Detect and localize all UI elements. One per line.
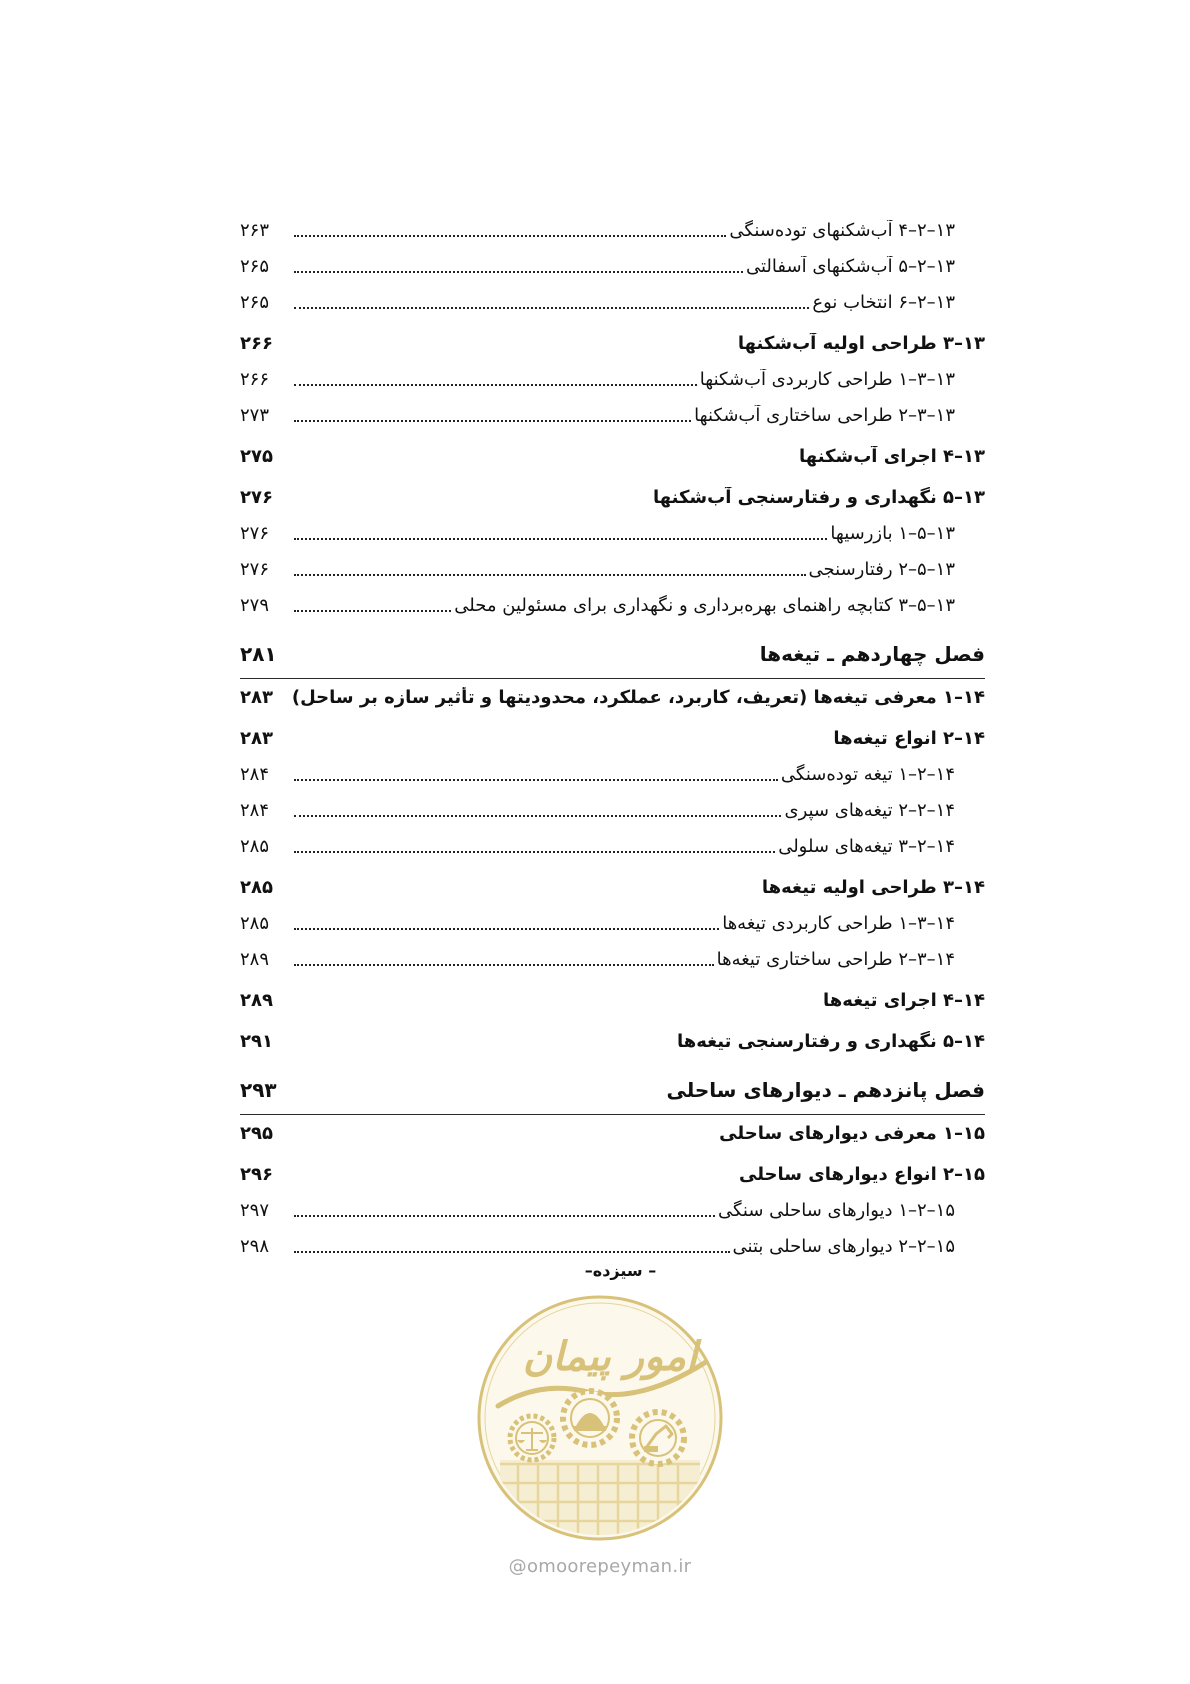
toc-entry-title: ۱۳–۲–۵ آب‌شکنهای آسفالتی	[746, 255, 955, 277]
toc-entry-page: ۲۸۳	[240, 727, 273, 749]
dot-leader	[294, 384, 697, 386]
toc-entry-title: ۱۴–۳ طراحی اولیه تیغه‌ها	[761, 876, 985, 898]
dot-leader	[294, 235, 726, 237]
toc-entry-page: ۲۶۵	[240, 291, 270, 313]
toc-entry-title: ۱۴–۲ انواع تیغه‌ها	[833, 727, 985, 749]
toc-entry-page: ۲۹۷	[240, 1199, 270, 1221]
toc-entry-title: ۱۳–۵–۳ کتابچه راهنمای بهره‌برداری و نگهداری برای مسئولین محلی	[454, 594, 955, 616]
toc-entry-page: ۲۸۴	[240, 763, 270, 785]
toc-entry-page: ۲۹۵	[240, 1122, 273, 1144]
toc-entry-title: ۱۴–۳–۱ طراحی کاربردی تیغه‌ها	[722, 912, 955, 934]
toc-entry-title: ۱۵–۲ انواع دیوارهای ساحلی	[738, 1163, 985, 1185]
toc-subsection-entry	[240, 587, 985, 623]
toc-subsection-entry	[240, 941, 985, 977]
toc-entry-page: ۲۸۴	[240, 799, 270, 821]
toc-entry-page: ۲۷۶	[240, 558, 270, 580]
dot-leader	[294, 964, 714, 966]
toc-entry-page: ۲۶۶	[240, 368, 270, 390]
toc-entry-page: ۲۸۵	[240, 912, 270, 934]
dot-leader	[294, 271, 743, 273]
toc-entry-title: ۱۵–۱ معرفی دیوارهای ساحلی	[719, 1122, 985, 1144]
toc-entry-title: ۱۴–۴ اجرای تیغه‌ها	[823, 989, 985, 1011]
toc-subsection-entry	[240, 551, 985, 587]
building-grid-icon	[500, 1460, 700, 1548]
toc-chapter-heading	[240, 636, 985, 679]
toc-section-entry	[240, 1156, 985, 1192]
toc-section-entry	[240, 679, 985, 715]
toc-entry-title: ۱۳–۴ اجرای آب‌شکنها	[799, 445, 985, 467]
toc-entry-title: ۱۳–۲–۴ آب‌شکنهای توده‌سنگی	[729, 219, 955, 241]
toc-section-entry	[240, 869, 985, 905]
toc-entry-title: ۱۴–۱ معرفی تیغه‌ها (تعریف، کاربرد، عملکرد، محدودیتها و تأثیر سازه بر ساحل)	[291, 686, 985, 708]
toc-entry-page: ۲۸۳	[240, 686, 273, 708]
scales-icon	[510, 1416, 554, 1460]
dot-leader	[294, 307, 809, 309]
toc-subsection-entry	[240, 361, 985, 397]
toc-entry-page: ۲۷۳	[240, 404, 270, 426]
dot-leader	[294, 574, 806, 576]
dot-leader	[294, 1215, 715, 1217]
toc-chapter-heading	[240, 1072, 985, 1115]
dot-leader	[294, 928, 719, 930]
toc-entry-title: ۱۳–۵–۲ رفتارسنجی	[808, 558, 955, 580]
toc-subsection-entry	[240, 756, 985, 792]
toc-entry-title: ۱۴–۲–۲ تیغه‌های سپری	[784, 799, 955, 821]
toc-entry-page: ۲۷۶	[240, 486, 273, 508]
toc-entry-page: ۲۷۶	[240, 522, 270, 544]
dot-leader	[294, 779, 778, 781]
toc-entry-title: ۱۵–۲–۲ دیوارهای ساحلی بتنی	[732, 1235, 955, 1257]
dot-leader	[294, 610, 451, 612]
toc-entry-page: ۲۷۵	[240, 445, 273, 467]
table-of-contents	[240, 212, 985, 1264]
toc-entry-page: ۲۸۹	[240, 948, 270, 970]
chapter-title: فصل پانزدهم ـ دیوارهای ساحلی	[666, 1078, 985, 1102]
toc-entry-page: ۲۶۶	[240, 332, 273, 354]
toc-subsection-entry	[240, 905, 985, 941]
toc-entry-page: ۲۶۵	[240, 255, 270, 277]
watermark-logo	[470, 1288, 730, 1548]
website-text: @omoorepeyman.ir	[508, 1556, 692, 1577]
toc-section-entry	[240, 982, 985, 1018]
toc-entry-title: ۱۳–۳–۲ طراحی ساختاری آب‌شکنها	[694, 404, 955, 426]
toc-subsection-entry	[240, 1228, 985, 1264]
toc-entry-title: ۱۳–۵ نگهداری و رفتارسنجی آب‌شکنها	[652, 486, 985, 508]
chapter-title: فصل چهاردهم ـ تیغه‌ها	[759, 642, 985, 666]
toc-subsection-entry	[240, 284, 985, 320]
toc-entry-page: ۲۷۹	[240, 594, 270, 616]
dot-leader	[294, 851, 775, 853]
page-number-label: – سیزده–	[584, 1261, 657, 1280]
dot-leader	[294, 815, 781, 817]
toc-subsection-entry	[240, 212, 985, 248]
toc-entry-title: ۱۴–۳–۲ طراحی ساختاری تیغه‌ها	[716, 948, 955, 970]
toc-entry-page: ۲۶۳	[240, 219, 270, 241]
toc-subsection-entry	[240, 397, 985, 433]
excavator-gear-icon	[632, 1412, 684, 1464]
toc-entry-title: ۱۳–۳–۱ طراحی کاربردی آب‌شکنها	[699, 368, 955, 390]
toc-entry-title: ۱۴–۲–۱ تیغه توده‌سنگی	[780, 763, 955, 785]
toc-subsection-entry	[240, 828, 985, 864]
dot-leader	[294, 420, 691, 422]
toc-section-entry	[240, 1115, 985, 1151]
toc-entry-page: ۲۹۱	[240, 1030, 273, 1052]
toc-entry-page: ۲۸۵	[240, 835, 270, 857]
toc-entry-page: ۲۹۸	[240, 1235, 270, 1257]
dome-gear-icon	[563, 1391, 617, 1445]
dot-leader	[294, 538, 827, 540]
toc-section-entry	[240, 325, 985, 361]
toc-entry-title: ۱۳–۲–۶ انتخاب نوع	[812, 291, 955, 313]
dot-leader	[294, 1251, 730, 1253]
toc-section-entry	[240, 438, 985, 474]
toc-entry-title: ۱۳–۵–۱ بازرسیها	[830, 522, 955, 544]
toc-subsection-entry	[240, 792, 985, 828]
logo-lettering: امور پیمان	[522, 1333, 698, 1380]
toc-subsection-entry	[240, 248, 985, 284]
chapter-page: ۲۸۱	[240, 642, 277, 666]
toc-entry-page: ۲۸۹	[240, 989, 273, 1011]
toc-subsection-entry	[240, 1192, 985, 1228]
toc-entry-title: ۱۴–۲–۳ تیغه‌های سلولی	[778, 835, 955, 857]
toc-entry-title: ۱۵–۲–۱ دیوارهای ساحلی سنگی	[717, 1199, 955, 1221]
toc-section-entry	[240, 1023, 985, 1059]
toc-entry-page: ۲۹۶	[240, 1163, 273, 1185]
toc-subsection-entry	[240, 515, 985, 551]
toc-entry-title: ۱۳–۳ طراحی اولیه آب‌شکنها	[737, 332, 985, 354]
chapter-page: ۲۹۳	[240, 1078, 277, 1102]
toc-section-entry	[240, 720, 985, 756]
toc-entry-page: ۲۸۵	[240, 876, 273, 898]
toc-entry-title: ۱۴–۵ نگهداری و رفتارسنجی تیغه‌ها	[676, 1030, 985, 1052]
toc-section-entry	[240, 479, 985, 515]
